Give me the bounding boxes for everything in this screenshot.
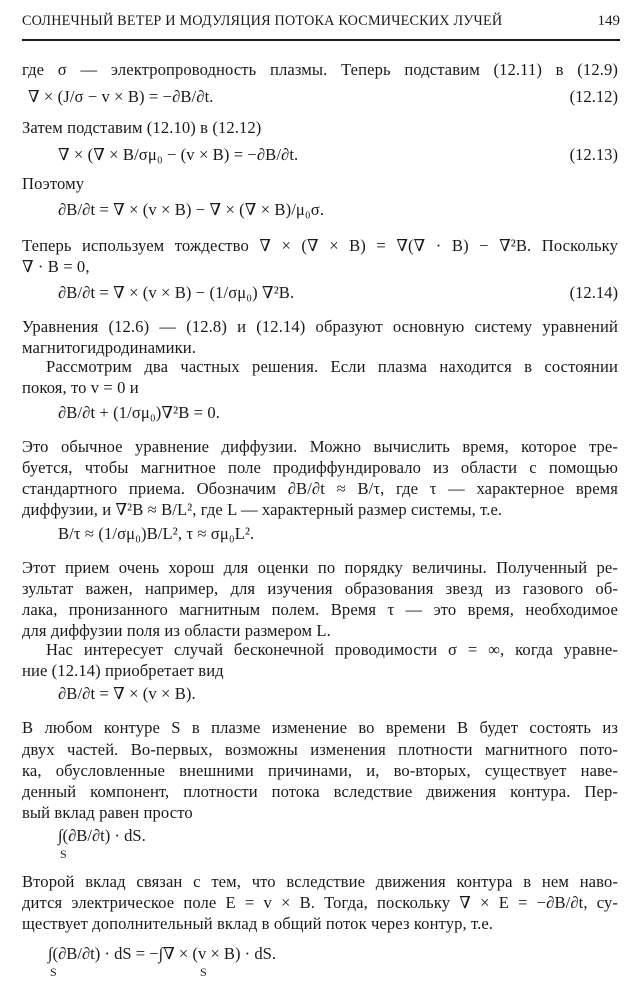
integral-subscript: S bbox=[60, 847, 67, 861]
equation-12-13: ∇ × (∇ × B/σμ₀ − (v × B) = −∂B/∂t. bbox=[58, 145, 299, 164]
text-line: Затем подставим (12.10) в (12.12) bbox=[22, 118, 262, 137]
text-line: ∇ · B = 0, bbox=[22, 257, 90, 276]
text-line: для диффузии поля из области размером L. bbox=[22, 621, 331, 640]
equation: ∂B/∂t = ∇ × (v × B). bbox=[58, 684, 196, 703]
text-line: диффузии, и ∇²B ≈ B/L², где L — характерный размер системы, т.е. bbox=[22, 500, 503, 519]
text-line: покоя, то v = 0 и bbox=[22, 378, 139, 397]
equation: ∂B/∂t + (1/σμ₀)∇²B = 0. bbox=[58, 403, 220, 422]
text-line: где σ — электропроводность плазмы. Теперь подставим (12.11) в (12.9) bbox=[22, 60, 618, 79]
text-line: Это обычное уравнение диффузии. Можно вычислить время, которое тре- bbox=[22, 437, 618, 456]
equation-number: (12.13) bbox=[569, 145, 618, 164]
text-line: лака, пронизанного магнитным полем. Время τ — это время, необходимое bbox=[22, 600, 618, 619]
equation-number: (12.12) bbox=[569, 87, 618, 106]
equation: B/τ ≈ (1/σμ₀)B/L², τ ≈ σμ₀L². bbox=[58, 524, 255, 543]
text-line: Рассмотрим два частных решения. Если плазма находится в состоянии bbox=[46, 357, 618, 376]
text-line: ние (12.14) приобретает вид bbox=[22, 661, 224, 680]
text-line: магнитогидродинамики. bbox=[22, 338, 197, 357]
text-line: Уравнения (12.6) — (12.8) и (12.14) образуют основную систему уравнений bbox=[22, 317, 618, 336]
text-line: дится электрическое поле E = v × B. Тогда, поскольку ∇ × E = −∂B/∂t, су- bbox=[22, 893, 618, 912]
text-line: зультат важен, например, для изучения образования звезд из газового об- bbox=[22, 579, 618, 598]
text-line: Нас интересует случай бесконечной проводимости σ = ∞, когда уравне- bbox=[46, 640, 618, 659]
equation: ∂B/∂t = ∇ × (v × B) − ∇ × (∇ × B)/μ₀σ. bbox=[58, 200, 325, 219]
equation-12-12: ∇ × (J/σ − v × B) = −∂B/∂t. bbox=[28, 87, 214, 106]
text-line: вый вклад равен просто bbox=[22, 803, 193, 822]
header-rule bbox=[22, 39, 620, 41]
text-line: денный компонент, плотности потока вследствие движения контура. Пер- bbox=[22, 782, 618, 801]
text-line: Поэтому bbox=[22, 174, 85, 193]
page-number: 149 bbox=[597, 13, 620, 29]
surface-integral-equation: ∫(∂B/∂t) · dS. bbox=[58, 826, 146, 845]
text-line: В любом контуре S в плазме изменение во времени B будет состоять из bbox=[22, 718, 618, 737]
equation-number: (12.14) bbox=[569, 283, 618, 302]
text-line: двух частей. Во-первых, возможны изменения плотности магнитного пото- bbox=[22, 740, 618, 759]
text-line: буется, чтобы магнитное поле продиффундировало из области с помощью bbox=[22, 458, 618, 477]
text-line: стандартного приема. Обозначим ∂B/∂t ≈ B/τ, где τ — характерное время bbox=[22, 479, 618, 498]
text-line: ществует дополнительный вклад в общий поток через контур, т.е. bbox=[22, 914, 494, 933]
flux-integral-equation: ∫(∂B/∂t) · dS = −∫∇ × (v × B) · dS. bbox=[48, 944, 277, 963]
equation-12-14: ∂B/∂t = ∇ × (v × B) − (1/σμ₀) ∇²B. bbox=[58, 283, 295, 302]
running-header-title: СОЛНЕЧНЫЙ ВЕТЕР И МОДУЛЯЦИЯ ПОТОКА КОСМИЧЕСКИХ ЛУЧЕЙ bbox=[22, 13, 503, 29]
text-line: Второй вклад связан с тем, что вследствие движения контура в нем наво- bbox=[22, 872, 618, 891]
text-line: Теперь используем тождество ∇ × (∇ × B) = ∇(∇ · B) − ∇²B. Поскольку bbox=[22, 236, 618, 255]
integral-subscript: S bbox=[200, 965, 207, 979]
text-line: Этот прием очень хорош для оценки по порядку величины. Полученный ре- bbox=[22, 558, 618, 577]
text-line: ка, обусловленные внешними причинами, и, во-вторых, существует наве- bbox=[22, 761, 618, 780]
integral-subscript: S bbox=[50, 965, 57, 979]
